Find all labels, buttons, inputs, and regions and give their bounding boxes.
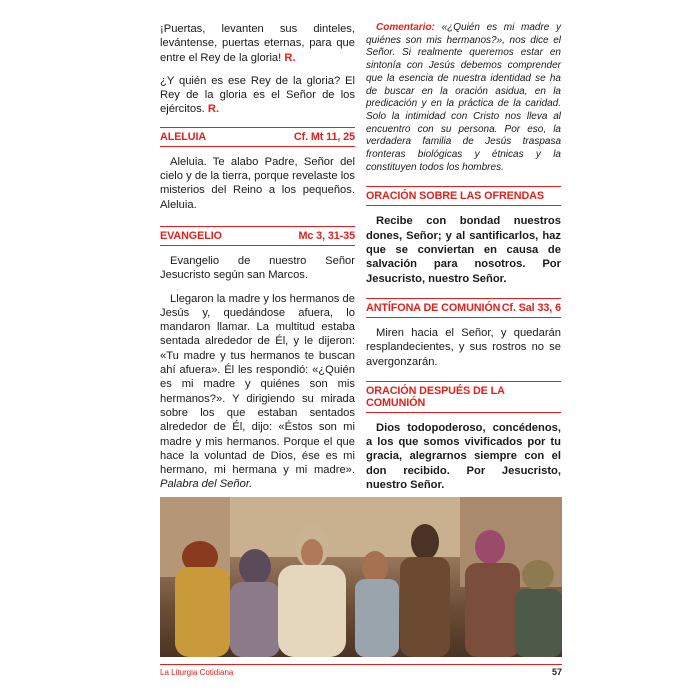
page-number: 57 — [551, 667, 562, 677]
comentario-text: «¿Quién es mi madre y quiénes son mis hermanos?», nos dice el Señor. Si realmente queremos estar en sintonía con Jesús debemos comprender que la esencia de nuestra identidad se ha de buscar en la oración asidua, en la predicación y en la práctica de la caridad. Solo la intimidad con Cristo nos lleva al encuentro con su persona. Por eso, la verdadera familia de Jesús traspasa fronteras biológicas y étnicas y la constituyen todos los hombres. — [366, 22, 561, 173]
ofrendas-text: Recibe con bondad nuestros dones, Señor; y al santificarlos, haz que se conviertan en causa de salvación para nosotros. Por Jesucristo, nuestro Señor. — [366, 215, 561, 285]
crowd-illustration — [160, 497, 562, 657]
antifona-text: Miren hacia el Señor, y quedarán resplandecientes, y sus rostros no se avergonzarán. — [366, 326, 561, 368]
aleluia-header — [160, 127, 355, 147]
footer-rule — [160, 664, 562, 665]
antifona-reference: Cf. Sal 33, 6 — [501, 301, 561, 314]
despues-title: ORACIÓN DESPUÉS DE LA COMUNIÓN — [366, 384, 505, 409]
aleluia-title: ALELUIA — [160, 130, 207, 143]
antifona-title: ANTÍFONA DE COMUNIÓN — [366, 301, 501, 314]
aleluia-reference: Cf. Mt 11, 25 — [293, 130, 355, 143]
psalm-verse-2: ¿Y quién es ese Rey de la gloria? El Rey de la gloria es el Señor de los ejércitos. R. — [160, 74, 355, 116]
evangelio-header — [160, 226, 355, 246]
psalm-verse-1: ¡Puertas, levanten sus dinteles, levántense, puertas eternas, para que entre el Rey de la gloria! R. — [160, 23, 355, 64]
gospel-scene-photo — [160, 497, 562, 657]
comentario-block — [366, 22, 561, 174]
evangelio-intro: Evangelio de nuestro Señor Jesucristo según san Marcos. — [160, 254, 355, 282]
left-column — [160, 22, 355, 492]
response-marker: R. — [284, 51, 296, 64]
aleluia-text: Aleluia. Te alabo Padre, Señor del cielo y de la tierra, porque revelaste los misterios del Reino a los pequeños. Aleluia. — [160, 155, 355, 211]
response-marker: R. — [207, 103, 220, 116]
footer-publication: La Liturgia Cotidiana — [160, 668, 234, 677]
evangelio-close: Palabra del Señor. — [160, 478, 253, 491]
right-column — [366, 22, 561, 492]
ofrendas-header — [366, 186, 561, 206]
evangelio-reference: Mc 3, 31-35 — [298, 229, 355, 242]
ofrendas-title: ORACIÓN SOBRE LAS OFRENDAS — [366, 190, 544, 203]
antifona-header — [366, 298, 561, 318]
evangelio-title: EVANGELIO — [160, 229, 222, 242]
comentario-label: Comentario: — [376, 22, 435, 33]
despues-text: Dios todopoderoso, concédenos, a los que somos vivificados por tu gracia, alegrarnos siempre con el don recibido. Por Jesucristo, nuestro Señor. — [366, 421, 561, 491]
despues-header — [366, 381, 561, 413]
evangelio-text: Llegaron la madre y los hermanos de Jesús y, quedándose afuera, lo mandaron llamar. La multitud estaba sentada alrededor de Él, y le dijeron: «Tu madre y tus hermanos te buscan ahí afuera». Él les respondió: «¿Quién es mi madre y quiénes son mis hermanos?». Y dirigiendo su mirada sobre los que estaban sentados alrededor de Él, dijo: «Éstos son mi madre y mis hermanos. Porque el que hace la voluntad de Dios, ése es mi hermano, mi hermana y mi madre». Palabra del Señor. — [160, 292, 355, 491]
